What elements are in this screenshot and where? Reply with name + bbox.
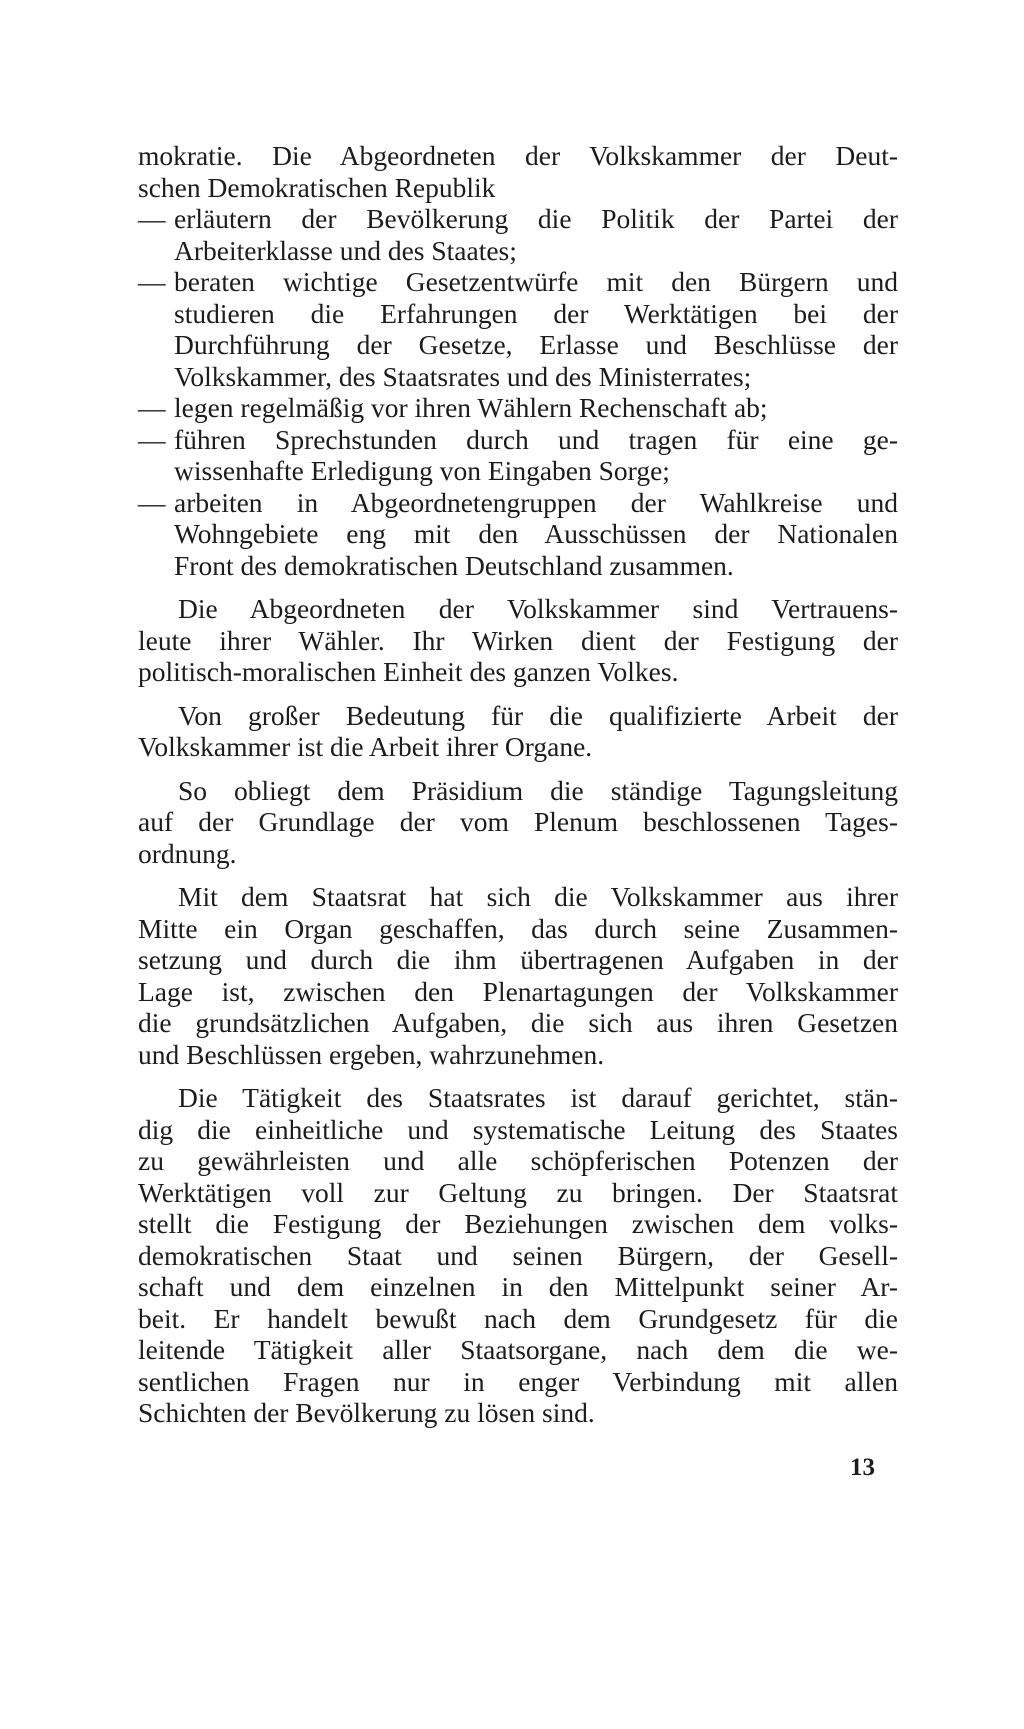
text-line: Werktätigen voll zur Geltung zu bringen. Der Staatsrat bbox=[138, 1176, 898, 1208]
text-line: Die Abgeordneten der Volkskammer sind Vertrauens- bbox=[178, 593, 898, 624]
page-number: 13 bbox=[850, 1454, 875, 1481]
text-line: Die Tätigkeit des Staatsrates ist darauf gerichtet, stän- bbox=[178, 1082, 898, 1113]
body-text bbox=[138, 140, 898, 1429]
text-line: zu gewährleisten und alle schöpferischen Potenzen der bbox=[138, 1145, 898, 1176]
text-line: ordnung. bbox=[138, 837, 237, 869]
text-line: Von großer Bedeutung für die qualifizierte Arbeit der bbox=[178, 699, 898, 731]
list-dash: — bbox=[138, 486, 166, 518]
list-item bbox=[138, 203, 898, 266]
text-line: studieren die Erfahrungen der Werktätigen bei der bbox=[174, 297, 898, 329]
text-line: dig die einheitliche und systematische Leitung des Staates bbox=[138, 1113, 898, 1145]
text-line: erläutern der Bevölkerung die Politik der Partei der bbox=[174, 203, 898, 234]
text-line: wissenhafte Erledigung von Eingaben Sorge; bbox=[174, 455, 670, 486]
text-line: stellt die Festigung der Beziehungen zwischen dem volks- bbox=[138, 1208, 898, 1239]
text-line: Durchführung der Gesetze, Erlasse und Beschlüsse der bbox=[174, 329, 898, 360]
text-line: Lage ist, zwischen den Plenartagungen der Volkskammer bbox=[138, 975, 898, 1007]
text-line: beraten wichtige Gesetzentwürfe mit den Bürgern und bbox=[174, 266, 898, 297]
text-line: Volkskammer, des Staatsrates und des Ministerrates; bbox=[174, 360, 752, 392]
text-line: leitende Tätigkeit aller Staatsorgane, nach dem die we- bbox=[138, 1334, 898, 1365]
text-line: Schichten der Bevölkerung zu lösen sind. bbox=[138, 1397, 595, 1428]
list-item bbox=[138, 424, 898, 487]
paragraph bbox=[138, 593, 898, 688]
text-line: setzung und durch die ihm übertragenen Aufgaben in der bbox=[138, 944, 898, 975]
text-line: Mit dem Staatsrat hat sich die Volkskammer aus ihrer bbox=[178, 881, 898, 912]
list-item bbox=[138, 266, 898, 392]
text-line: legen regelmäßig vor ihren Wählern Rechenschaft ab; bbox=[174, 392, 768, 423]
text-line: So obliegt dem Präsidium die ständige Tagungsleitung bbox=[178, 774, 898, 806]
paragraph bbox=[138, 700, 898, 763]
text-line: sentlichen Fragen nur in enger Verbindung mit allen bbox=[138, 1365, 898, 1397]
text-line: Front des demokratischen Deutschland zusammen. bbox=[174, 549, 734, 581]
text-line: leute ihrer Wähler. Ihr Wirken dient der Festigung der bbox=[138, 624, 898, 656]
paragraph bbox=[138, 881, 898, 1070]
paragraph bbox=[138, 1082, 898, 1429]
text-line: führen Sprechstunden durch und tragen für eine ge- bbox=[174, 423, 898, 455]
paragraph bbox=[138, 775, 898, 870]
list-dash: — bbox=[138, 392, 166, 423]
text-line: beit. Er handelt bewußt nach dem Grundgesetz für die bbox=[138, 1302, 898, 1334]
text-line: Arbeiterklasse und des Staates; bbox=[174, 234, 517, 266]
text-line: Volkskammer ist die Arbeit ihrer Organe. bbox=[138, 731, 593, 762]
bullet-list bbox=[138, 203, 898, 581]
text-line: und Beschlüssen ergeben, wahrzunehmen. bbox=[138, 1038, 605, 1070]
list-item bbox=[138, 487, 898, 582]
text-line: schaft und dem einzelnen in den Mittelpunkt seiner Ar- bbox=[138, 1271, 898, 1302]
text-line: demokratischen Staat und seinen Bürgern, der Gesell- bbox=[138, 1239, 898, 1271]
list-dash: — bbox=[138, 266, 166, 297]
list-dash: — bbox=[138, 203, 166, 234]
text-line: die grundsätzlichen Aufgaben, die sich aus ihren Gesetzen bbox=[138, 1007, 898, 1038]
text-line: auf der Grundlage der vom Plenum beschlossenen Tages- bbox=[138, 806, 898, 837]
list-dash: — bbox=[138, 423, 166, 455]
text-line: mokratie. Die Abgeordneten der Volkskammer der Deut- bbox=[138, 140, 898, 171]
text-line: Mitte ein Organ geschaffen, das durch seine Zusammen- bbox=[138, 912, 898, 944]
list-item bbox=[138, 392, 898, 424]
text-line: arbeiten in Abgeordnetengruppen der Wahlkreise und bbox=[174, 486, 898, 518]
text-line: Wohngebiete eng mit den Ausschüssen der Nationalen bbox=[174, 518, 898, 549]
text-line: schen Demokratischen Republik bbox=[138, 171, 496, 203]
text-line: politisch-moralischen Einheit des ganzen Volkes. bbox=[138, 656, 679, 687]
paragraph bbox=[138, 140, 898, 203]
